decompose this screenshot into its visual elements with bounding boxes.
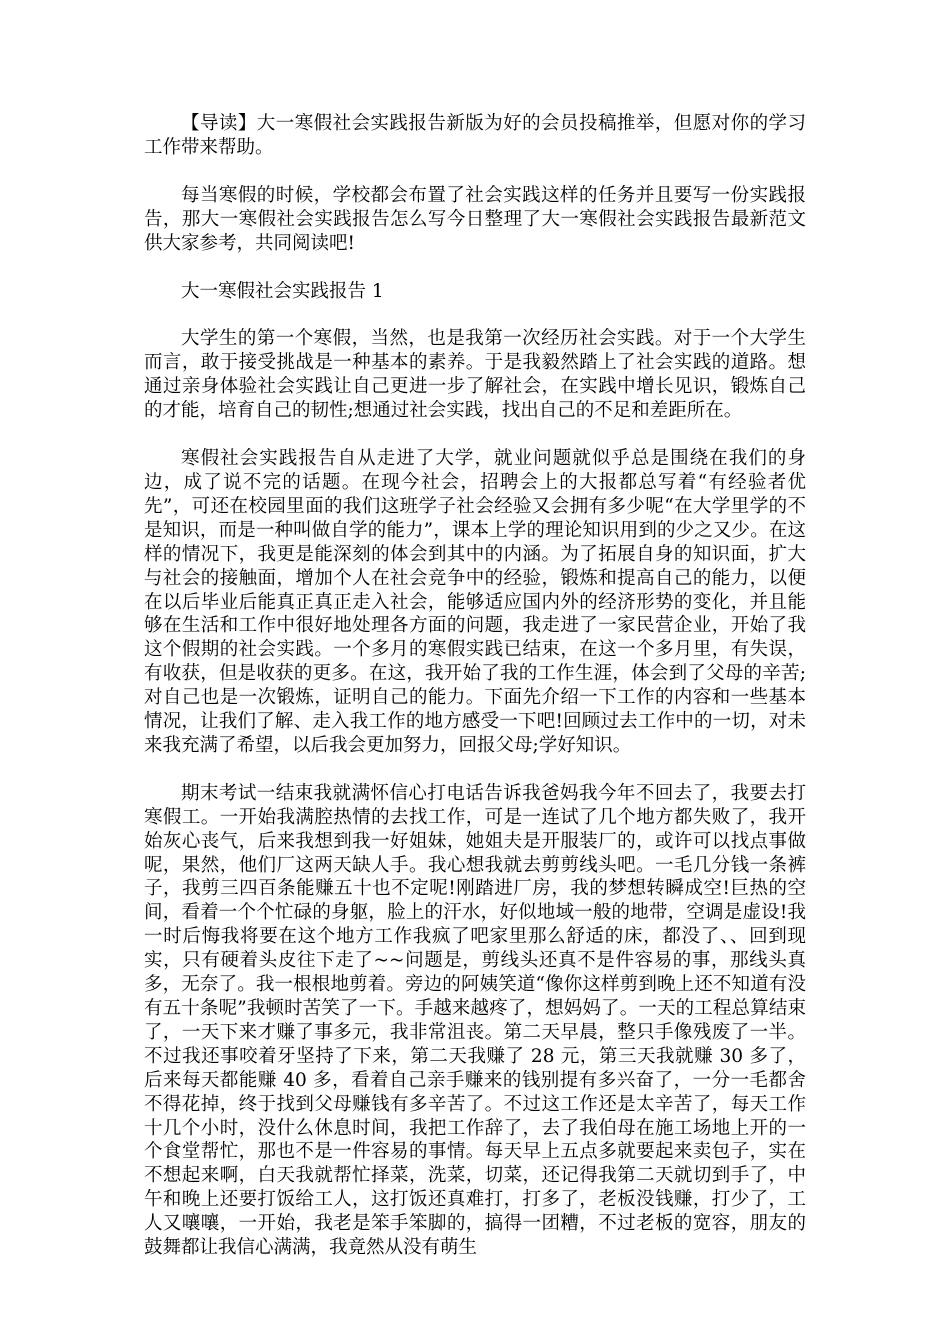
body-paragraph: 期末考试一结束我就满怀信心打电话告诉我爸妈我今年不回去了，我要去打寒假工。一开始我满腔热情的去找工作，可是一连试了几个地方都失败了，我开始灰心丧气，后来我想到我一好姐妹，她姐夫是开服装厂的，或许可以找点事做呢，果然，他们厂这两天缺人手。我心想我就去剪剪线头吧。一毛几分钱一条裤子，我剪三四百条能赚五十也不定呢!刚踏进厂房，我的梦想转瞬成空!巨热的空间，看着一个个忙碌的身躯，脸上的汗水，好似地域一般的地带，空调是虚设!我一时后悔我将要在这个地方工作我疯了吧家里那么舒适的床，都没了、、回到现实，只有硬着头皮往下走了~~问题是，剪线头还真不是件容易的事，那线头真多，无奈了。我一根根地剪着。旁边的阿姨笑道“像你这样剪到晚上还不知道有没有五十条呢”我顿时苦笑了一下。手越来越疼了，想妈妈了。一天的工程总算结束了，一天下来才赚了事多元，我非常沮丧。第二天早晨，整只手像残废了一半。不过我还事咬着牙坚持了下来，第二天我赚了 28 元，第三天我就赚 30 多了，后来每天都能赚 40 多，看着自己亲手赚来的钱别提有多兴奋了，一分一毛都舍不得花掉，终于找到父母赚钱有多辛苦了。不过这工作还是太辛苦了，每天工作十几个小时，没什么休息时间，我把工作辞了，去了我伯母在施工场地上开的一个食堂帮忙，那也不是一件容易的事情。每天早上五点多就要起来卖包子，实在不想起来啊，白天我就帮忙择菜，洗菜，切菜，还记得我第二天就切到手了，中午和晚上还要打饭给工人，这打饭还真难打，打多了，老板没钱赚，打少了，工人又嚷嚷，一开始，我老是笨手笨脚的，搞得一团糟，不过老板的宽容，朋友的鼓舞都让我信心满满，我竟然从没有萌生 [144, 782, 806, 1259]
body-paragraph: 寒假社会实践报告自从走进了大学，就业问题就似乎总是围绕在我们的身边，成了说不完的话题。在现今社会，招聘会上的大报都总写着“有经验者优先”，可还在校园里面的我们这班学子社会经验又会拥有多少呢“在大学里学的不是知识，而是一种叫做自学的能力”，课本上学的理论知识用到的少之又少。在这样的情况下，我更是能深刻的体会到其中的内涵。为了拓展自身的知识面，扩大与社会的接触面，增加个人在社会竞争中的经验，锻炼和提高自己的能力，以便在以后毕业后能真正真正走入社会，能够适应国内外的经济形势的变化，并且能够在生活和工作中很好地处理各方面的问题，我走进了一家民营企业，开始了我这个假期的社会实践。一个多月的寒假实践已结束，在这一个多月里，有失误，有收获，但是收获的更多。在这，我开始了我的工作生涯，体会到了父母的辛苦;对自己也是一次锻炼，证明自己的能力。下面先介绍一下工作的内容和一些基本情况，让我们了解、走入我工作的地方感受一下吧!回顾过去工作中的一切，对未来我充满了希望，以后我会更加努力，回报父母;学好知识。 [144, 448, 806, 756]
intro-paragraph: 【导读】大一寒假社会实践报告新版为好的会员投稿推举，但愿对你的学习工作带来帮助。 [144, 113, 806, 158]
section-title: 大一寒假社会实践报告 1 [181, 280, 384, 302]
lead-paragraph: 每当寒假的时候，学校都会布置了社会实践这样的任务并且要写一份实践报告，那大一寒假社会实践报告怎么写今日整理了大一寒假社会实践报告最新范文供大家参考，共同阅读吧! [144, 184, 806, 254]
body-paragraph: 大学生的第一个寒假，当然，也是我第一次经历社会实践。对于一个大学生而言，敢于接受挑战是一种基本的素养。于是我毅然踏上了社会实践的道路。想通过亲身体验社会实践让自己更进一步了解社会，在实践中增长见识，锻炼自己的才能，培育自己的韧性;想通过社会实践，找出自己的不足和差距所在。 [144, 328, 806, 422]
document-page [144, 112, 806, 1284]
